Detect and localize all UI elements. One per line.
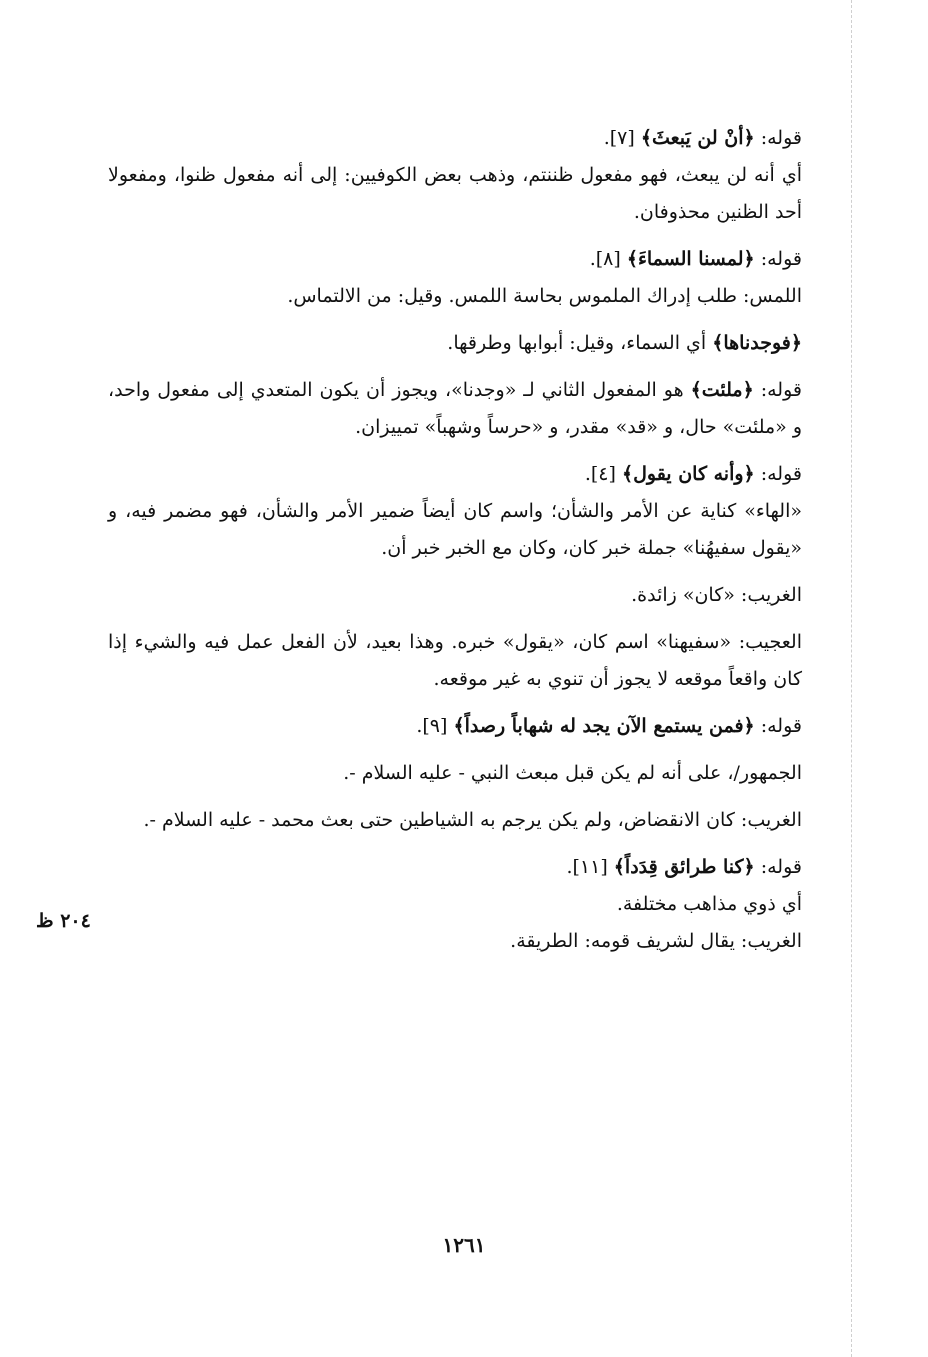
quran-quote: ﴿فمن يستمع الآن يجد له شهاباً رصداً﴾	[453, 715, 755, 737]
commentary-paragraph: الغريب: يقال لشريف قومه: الطريقة.	[510, 930, 802, 952]
commentary-paragraph: «الهاء» كناية عن الأمر والشأن؛ واسم كان أيضاً ضمير الأمر والشأن، فهو مضمر فيه، و «يقول سفيهُنا» جملة خبر كان، وكان مع الخبر خبر أن.	[108, 500, 802, 559]
commentary-text: أي السماء، وقيل: أبوابها وطرقها.	[447, 332, 713, 354]
commentary-text: هو المفعول الثاني لـ «وجدنا»، ويجوز أن يكون المتعدي إلى مفعول واحد، و «ملئت» حال، و «قد» مقدر، و «حرساً وشهباً» تمييزان.	[108, 379, 802, 438]
quran-quote: ﴿ملئت﴾	[690, 379, 754, 401]
quran-quote: ﴿كنا طرائق قِدَداً﴾	[613, 856, 755, 878]
commentary-paragraph: الغريب: «كان» زائدة.	[631, 584, 802, 606]
quran-quote: ﴿وأنه كان يقول﴾	[621, 463, 755, 485]
verse-heading	[108, 241, 802, 278]
manuscript-folio-note: ٢٠٤ ظ	[36, 910, 91, 932]
commentary-paragraph: العجيب: «سفيهنا» اسم كان، «يقول» خبره. وهذا بعيد، لأن الفعل عمل فيه والشيء إذا كان واقعاً موقعه لا يجوز أن تنوي به غير موقعه.	[108, 631, 802, 690]
verse-ref: [٨].	[589, 248, 627, 270]
verse-ref: [١١].	[566, 856, 614, 878]
verse-label: قوله:	[760, 463, 802, 485]
verse-ref: [٧].	[603, 127, 641, 149]
quran-quote: ﴿لمسنا السماءَ﴾	[626, 248, 755, 270]
verse-heading	[108, 120, 802, 157]
commentary-paragraph	[108, 325, 802, 362]
commentary-paragraph: أي أنه لن يبعث، فهو مفعول ظننتم، وذهب بعض الكوفيين: إلى أنه مفعول ظنوا، ومفعولا أحد الظنين محذوفان.	[108, 164, 802, 223]
quran-quote: ﴿أنْ لن يَبعثَ﴾	[640, 127, 755, 149]
scan-edge-line	[850, 0, 852, 1357]
main-text	[108, 120, 802, 970]
verse-label: قوله:	[760, 856, 802, 878]
commentary-paragraph: اللمس: طلب إدراك الملموس بحاسة اللمس. وقيل: من الالتماس.	[287, 285, 802, 307]
verse-label: قوله:	[760, 715, 802, 737]
verse-label: قوله:	[760, 248, 802, 270]
commentary-paragraph: أي ذوي مذاهب مختلفة.	[616, 893, 802, 915]
verse-label: قوله:	[760, 379, 802, 401]
page-number: ١٢٦١	[442, 1233, 486, 1257]
verse-ref: [٩].	[416, 715, 454, 737]
verse-label: قوله:	[760, 127, 802, 149]
commentary-paragraph: الجمهور/، على أنه لم يكن قبل مبعث النبي - عليه السلام -.	[343, 762, 802, 784]
verse-heading	[108, 456, 802, 493]
verse-ref: [٤].	[584, 463, 622, 485]
verse-heading	[108, 708, 802, 745]
quran-quote: ﴿فوجدناها﴾	[712, 332, 802, 354]
commentary-paragraph	[108, 372, 802, 446]
commentary-paragraph: الغريب: كان الانقضاض، ولم يكن يرجم به الشياطين حتى بعث محمد - عليه السلام -.	[143, 809, 802, 831]
verse-heading	[108, 849, 802, 886]
